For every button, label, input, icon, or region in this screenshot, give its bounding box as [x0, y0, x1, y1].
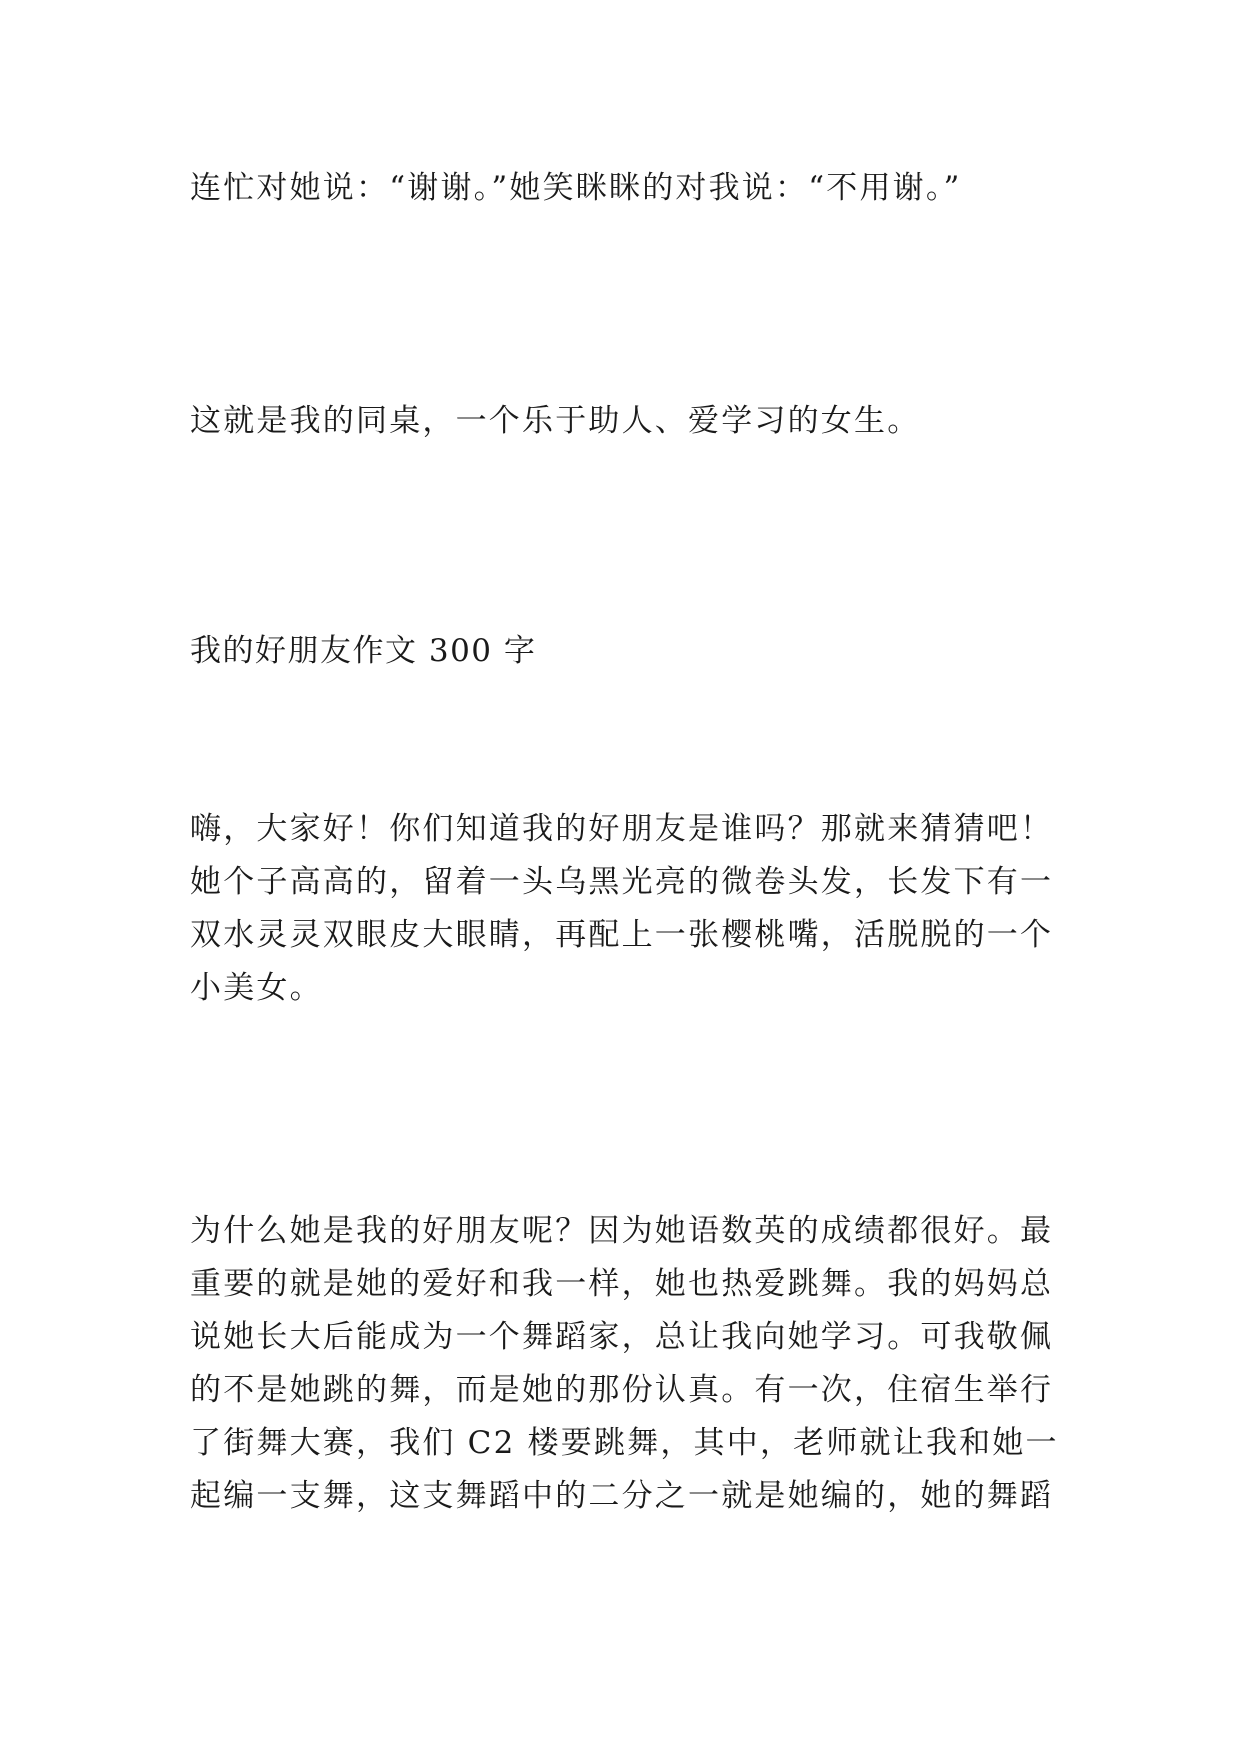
text-line: 她个子高高的，留着一头乌黑光亮的微卷头发，长发下有一	[190, 864, 1054, 900]
paragraph-deskmate	[190, 395, 1060, 448]
text-line: 双水灵灵双眼皮大眼睛，再配上一张樱桃嘴，活脱脱的一个	[190, 917, 1054, 953]
text-line: 嗨，大家好！你们知道我的好朋友是谁吗？那就来猜猜吧！	[190, 811, 1054, 847]
text-line: 这就是我的同桌，一个乐于助人、爱学习的女生。	[190, 403, 921, 439]
text-line: 连忙对她说：“谢谢。”她笑眯眯的对我说：“不用谢。”	[190, 170, 962, 206]
essay-title	[190, 625, 1060, 678]
text-line: 我的好朋友作文 300 字	[190, 633, 537, 669]
text-line: 小美女。	[190, 970, 323, 1006]
text-line: 说她长大后能成为一个舞蹈家，总让我向她学习。可我敬佩	[190, 1319, 1054, 1355]
text-line: 重要的就是她的爱好和我一样，她也热爱跳舞。我的妈妈总	[190, 1266, 1054, 1302]
paragraph-thanks	[190, 162, 1060, 215]
paragraph-introduction	[190, 803, 1060, 1015]
text-line: 的不是她跳的舞，而是她的那份认真。有一次，住宿生举行	[190, 1372, 1054, 1408]
text-line: 为什么她是我的好朋友呢？因为她语数英的成绩都很好。最	[190, 1213, 1054, 1249]
paragraph-why-friend	[190, 1205, 1060, 1523]
text-line: 起编一支舞，这支舞蹈中的二分之一就是她编的，她的舞蹈	[190, 1478, 1054, 1514]
text-line: 了街舞大赛，我们 C2 楼要跳舞，其中，老师就让我和她一	[190, 1425, 1059, 1461]
